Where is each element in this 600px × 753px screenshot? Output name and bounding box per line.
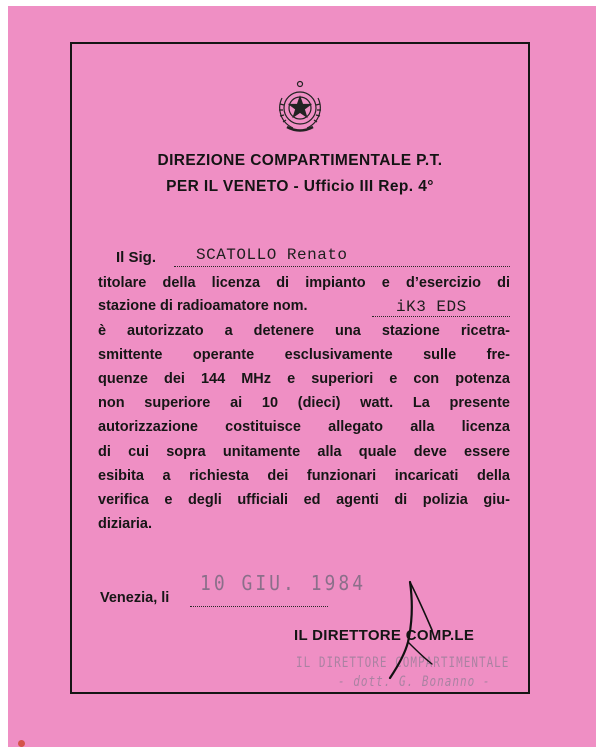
- body-line-5: non superiore ai 10 (dieci) watt. La presente: [98, 395, 510, 411]
- body-line-7: di cui sopra unitamente alla quale deve essere: [98, 444, 510, 460]
- date-field: [190, 606, 328, 607]
- holder-name-field: [174, 266, 510, 267]
- handwritten-signature: [380, 578, 440, 686]
- official-stamp-line1: IL DIRETTORE COMPARTIMENTALE: [296, 654, 510, 671]
- callsign-field: [372, 316, 510, 317]
- callsign: iK3 EDS: [396, 298, 467, 316]
- italian-republic-emblem-icon: [271, 78, 329, 136]
- body-line-10: diziaria.: [98, 516, 152, 532]
- director-title: IL DIRETTORE COMP.LE: [294, 627, 475, 644]
- office-heading-line2: PER IL VENETO - Ufficio III Rep. 4°: [166, 178, 434, 195]
- body-line-8: esibita a richiesta dei funzionari incaricati della: [98, 468, 510, 484]
- body-line-4: quenze dei 144 MHz e superiori e con potenza: [98, 371, 510, 387]
- body-line-9: verifica e degli ufficiali ed agenti di polizia giu-: [98, 492, 510, 508]
- official-stamp-line2: - dott. G. Bonanno -: [338, 673, 491, 690]
- body-line-3: smittente operante esclusivamente sulle fre-: [98, 347, 510, 363]
- body-line-6: autorizzazione costituisce allegato alla licenza: [98, 419, 510, 435]
- body-line-1: titolare della licenza di impianto e d’esercizio di: [98, 275, 510, 291]
- office-heading-line1: DIREZIONE COMPARTIMENTALE P.T.: [157, 152, 443, 169]
- station-label: stazione di radioamatore nom.: [98, 298, 308, 314]
- place-label: Venezia, li: [100, 590, 170, 606]
- holder-label: Il Sig.: [116, 249, 157, 266]
- body-line-2: è autorizzato a detenere una stazione ricetra-: [98, 323, 510, 339]
- date-stamp: 10 GIU. 1984: [200, 571, 367, 596]
- holder-name: SCATOLLO Renato: [196, 246, 348, 264]
- paper-mark: [18, 740, 25, 747]
